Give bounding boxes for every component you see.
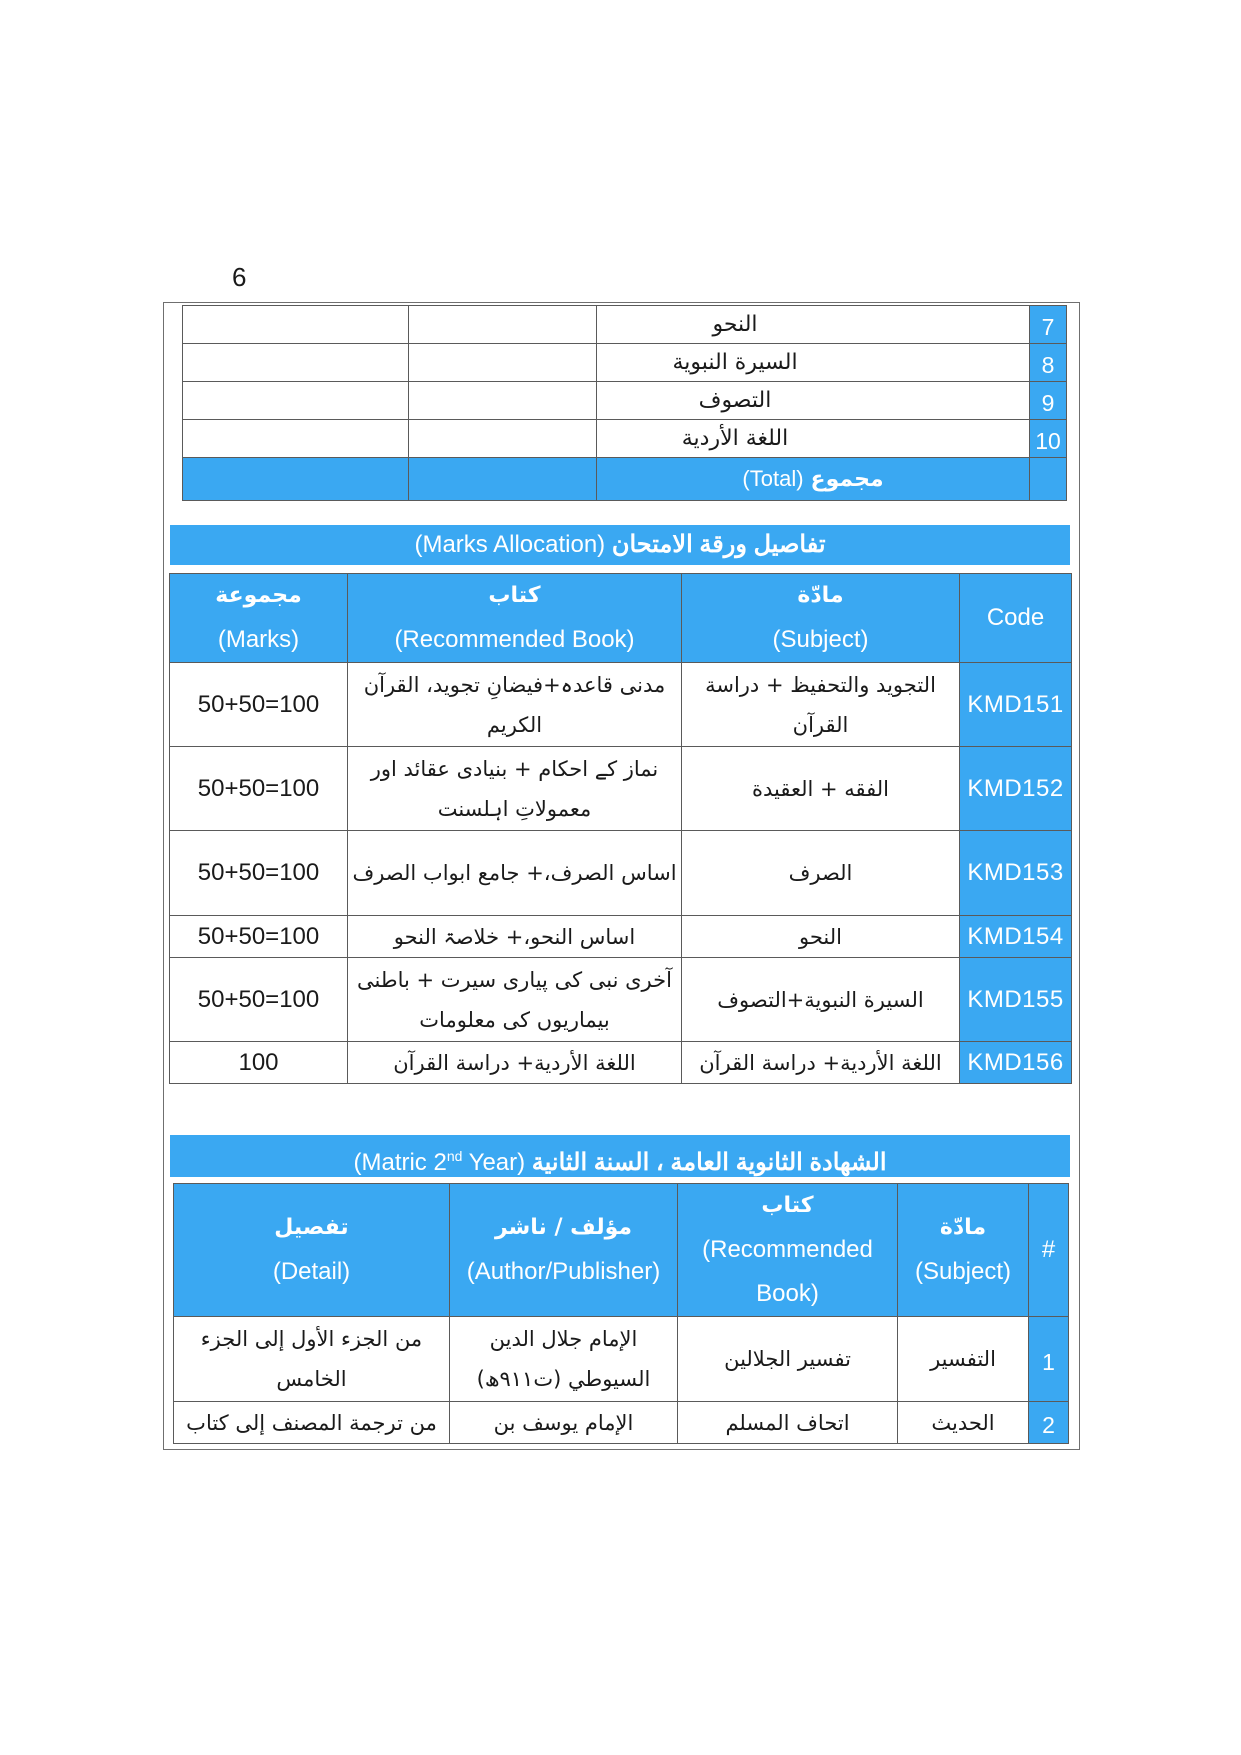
page-number: 6 (232, 262, 247, 292)
row-number: 8 (1030, 344, 1067, 382)
empty-cell (183, 344, 409, 382)
subjects-continued-table (182, 305, 1067, 501)
header-marks-en: (Marks) (217, 626, 300, 653)
marks-banner-ar: تفاصيل ورقة الامتحان (611, 531, 826, 558)
empty-cell (409, 420, 597, 458)
subject-name: اللغة الأردية+ دراسة القرآن (682, 1042, 960, 1084)
header-recommended-book-en: (Recommended Book) (702, 1236, 873, 1307)
book-title: تفسير الجلالين (678, 1317, 898, 1402)
marks-value: 50+50=100 (170, 663, 348, 747)
marks-value: 50+50=100 (170, 958, 348, 1042)
header-book-subject-en: (Subject) (914, 1258, 1012, 1285)
empty-cell (183, 420, 409, 458)
marks-value: 50+50=100 (170, 831, 348, 916)
subject-name: التفسير (898, 1317, 1029, 1402)
matric-banner-en-sup: nd (446, 1148, 463, 1164)
row-number: 1 (1029, 1317, 1069, 1402)
header-book-subject (898, 1184, 1029, 1317)
recommended-book: مدنی قاعدہ+فیضانِ تجوید، القرآن الکریم (348, 663, 682, 747)
marks-allocation-table (169, 573, 1072, 1084)
header-code (960, 574, 1072, 663)
author: الإمام جلال الدين السيوطي (ت٩١١ھ) (450, 1317, 678, 1402)
books-table-header (174, 1184, 1069, 1317)
total-cell-empty-2 (409, 458, 597, 501)
header-book-subject-ar: مادّة (939, 1215, 987, 1240)
matric-banner-en-prefix: (Matric 2 (353, 1149, 447, 1176)
header-detail-ar: تفصيل (274, 1215, 349, 1240)
marks-banner-en: (Marks Allocation) (414, 531, 606, 558)
header-subject-ar: مادّة (797, 583, 844, 608)
subject-name: اللغة الأردية (597, 420, 1030, 458)
course-code: KMD153 (960, 831, 1072, 916)
total-cell-empty-1 (183, 458, 409, 501)
marks-row (170, 1042, 1072, 1084)
matric-banner-en-suffix: Year) (462, 1149, 526, 1176)
header-number (1029, 1184, 1069, 1317)
header-book-ar: كتاب (488, 583, 541, 608)
subject-name: التجويد والتحفيظ + دراسة القرآن (682, 663, 960, 747)
marks-row (170, 747, 1072, 831)
subject-name: التصوف (597, 382, 1030, 420)
row-number: 2 (1029, 1402, 1069, 1444)
header-code-label: Code (986, 604, 1045, 631)
header-author-ar: مؤلف / ناشر (494, 1215, 633, 1240)
empty-cell (409, 382, 597, 420)
course-code: KMD152 (960, 747, 1072, 831)
author: الإمام يوسف بن (450, 1402, 678, 1444)
row-number: 10 (1030, 420, 1067, 458)
total-cell-empty-3 (1030, 458, 1067, 501)
marks-row (170, 663, 1072, 747)
header-detail (174, 1184, 450, 1317)
course-code: KMD154 (960, 916, 1072, 958)
course-code: KMD155 (960, 958, 1072, 1042)
empty-cell (183, 382, 409, 420)
header-recommended-book-ar: كتاب (761, 1193, 814, 1218)
subject-row (183, 420, 1067, 458)
subject-name: السيرة النبوية+التصوف (682, 958, 960, 1042)
marks-row (170, 831, 1072, 916)
subject-name: النحو (597, 306, 1030, 344)
marks-allocation-banner (170, 525, 1070, 565)
header-author-en: (Author/Publisher) (466, 1258, 661, 1285)
matric-second-year-banner (170, 1135, 1070, 1177)
course-code: KMD151 (960, 663, 1072, 747)
detail: من الجزء الأول إلى الجزء الخامس (174, 1317, 450, 1402)
total-row (183, 458, 1067, 501)
header-detail-en: (Detail) (272, 1258, 351, 1285)
header-book-en: (Recommended Book) (394, 626, 635, 653)
marks-row (170, 916, 1072, 958)
marks-value: 100 (170, 1042, 348, 1084)
empty-cell (409, 344, 597, 382)
header-recommended-book (678, 1184, 898, 1317)
empty-cell (409, 306, 597, 344)
header-book (348, 574, 682, 663)
empty-cell (183, 306, 409, 344)
marks-value: 50+50=100 (170, 747, 348, 831)
detail: من ترجمة المصنف إلى كتاب (174, 1402, 450, 1444)
matric-banner-ar: الشهادة الثانوية العامة ، السنة الثانية (531, 1149, 887, 1176)
recommended-book: اساس النحو،+ خلاصۃ النحو (348, 916, 682, 958)
subject-row (183, 344, 1067, 382)
books-table (173, 1183, 1069, 1444)
row-number: 9 (1030, 382, 1067, 420)
marks-row (170, 958, 1072, 1042)
header-subject (682, 574, 960, 663)
subject-name: السيرة النبوية (597, 344, 1030, 382)
marks-value: 50+50=100 (170, 916, 348, 958)
total-label-en: (Total) (742, 465, 804, 491)
course-code: KMD156 (960, 1042, 1072, 1084)
total-label-ar: مجموع (810, 466, 884, 492)
book-title: اتحاف المسلم (678, 1402, 898, 1444)
subject-name: الصرف (682, 831, 960, 916)
header-marks-ar: مجموعة (215, 583, 302, 608)
subject-row (183, 382, 1067, 420)
total-label (597, 458, 1030, 501)
header-number-label: # (1041, 1236, 1056, 1263)
recommended-book: اساس الصرف،+ جامع ابواب الصرف (348, 831, 682, 916)
book-row (174, 1317, 1069, 1402)
recommended-book: اللغة الأردية+ دراسة القرآن (348, 1042, 682, 1084)
subject-row (183, 306, 1067, 344)
header-subject-en: (Subject) (772, 626, 869, 653)
subject-name: الفقه + العقيدة (682, 747, 960, 831)
row-number: 7 (1030, 306, 1067, 344)
header-marks (170, 574, 348, 663)
subject-name: النحو (682, 916, 960, 958)
subject-name: الحديث (898, 1402, 1029, 1444)
marks-table-header (170, 574, 1072, 663)
recommended-book: آخری نبی کی پیاری سیرت + باطنی بیماریوں کی معلومات (348, 958, 682, 1042)
recommended-book: نماز کے احکام + بنیادی عقائد اور معمولاتِ اہلسنت (348, 747, 682, 831)
header-author (450, 1184, 678, 1317)
book-row (174, 1402, 1069, 1444)
